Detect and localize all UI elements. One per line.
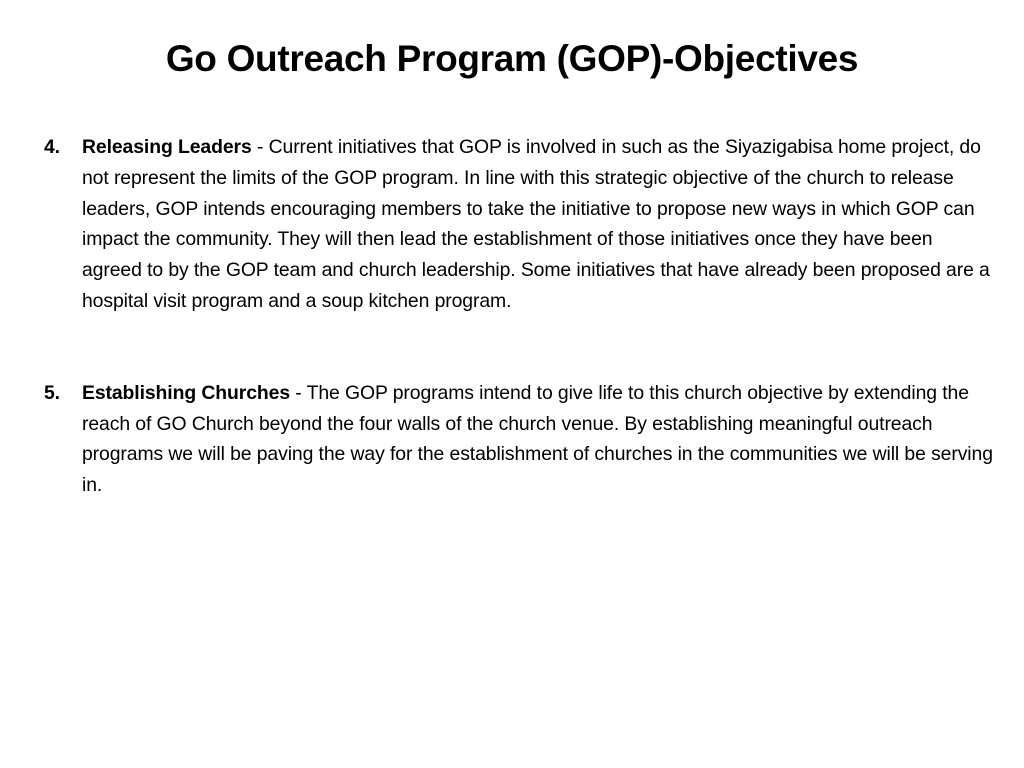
slide-title: Go Outreach Program (GOP)-Objectives bbox=[165, 38, 859, 79]
objective-number: 5. bbox=[44, 381, 60, 404]
objective-heading: Releasing Leaders bbox=[82, 136, 252, 158]
objective-separator: - bbox=[290, 381, 307, 404]
objectives-list bbox=[44, 132, 994, 501]
objective-number: 4. bbox=[44, 136, 60, 158]
objective-item-establishing-churches bbox=[44, 378, 994, 501]
objective-body: The GOP programs intend to give life to this church objective by extending the reach of GO Church beyond the four walls of the church venue. By establishing meaningful outreach programs we will be paving the way for the establishment of churches in the communities we will be serving in. bbox=[82, 381, 993, 497]
objective-separator: - bbox=[251, 136, 269, 158]
objective-heading: Establishing Churches bbox=[82, 381, 291, 404]
objective-item-releasing-leaders bbox=[44, 132, 994, 317]
objective-body: Current initiatives that GOP is involved in such as the Siyazigabisa home project, do not represent the limits of the GOP program. In line with this strategic objective of the church to release leaders, GOP intends encouraging members to take the initiative to propose new ways in which GOP can impact the community. They will then lead the establishment of those initiatives once they have been agreed to by the GOP team and church leadership. Some initiatives that have already been proposed are a hospital visit program and a soup kitchen program. bbox=[82, 136, 990, 312]
